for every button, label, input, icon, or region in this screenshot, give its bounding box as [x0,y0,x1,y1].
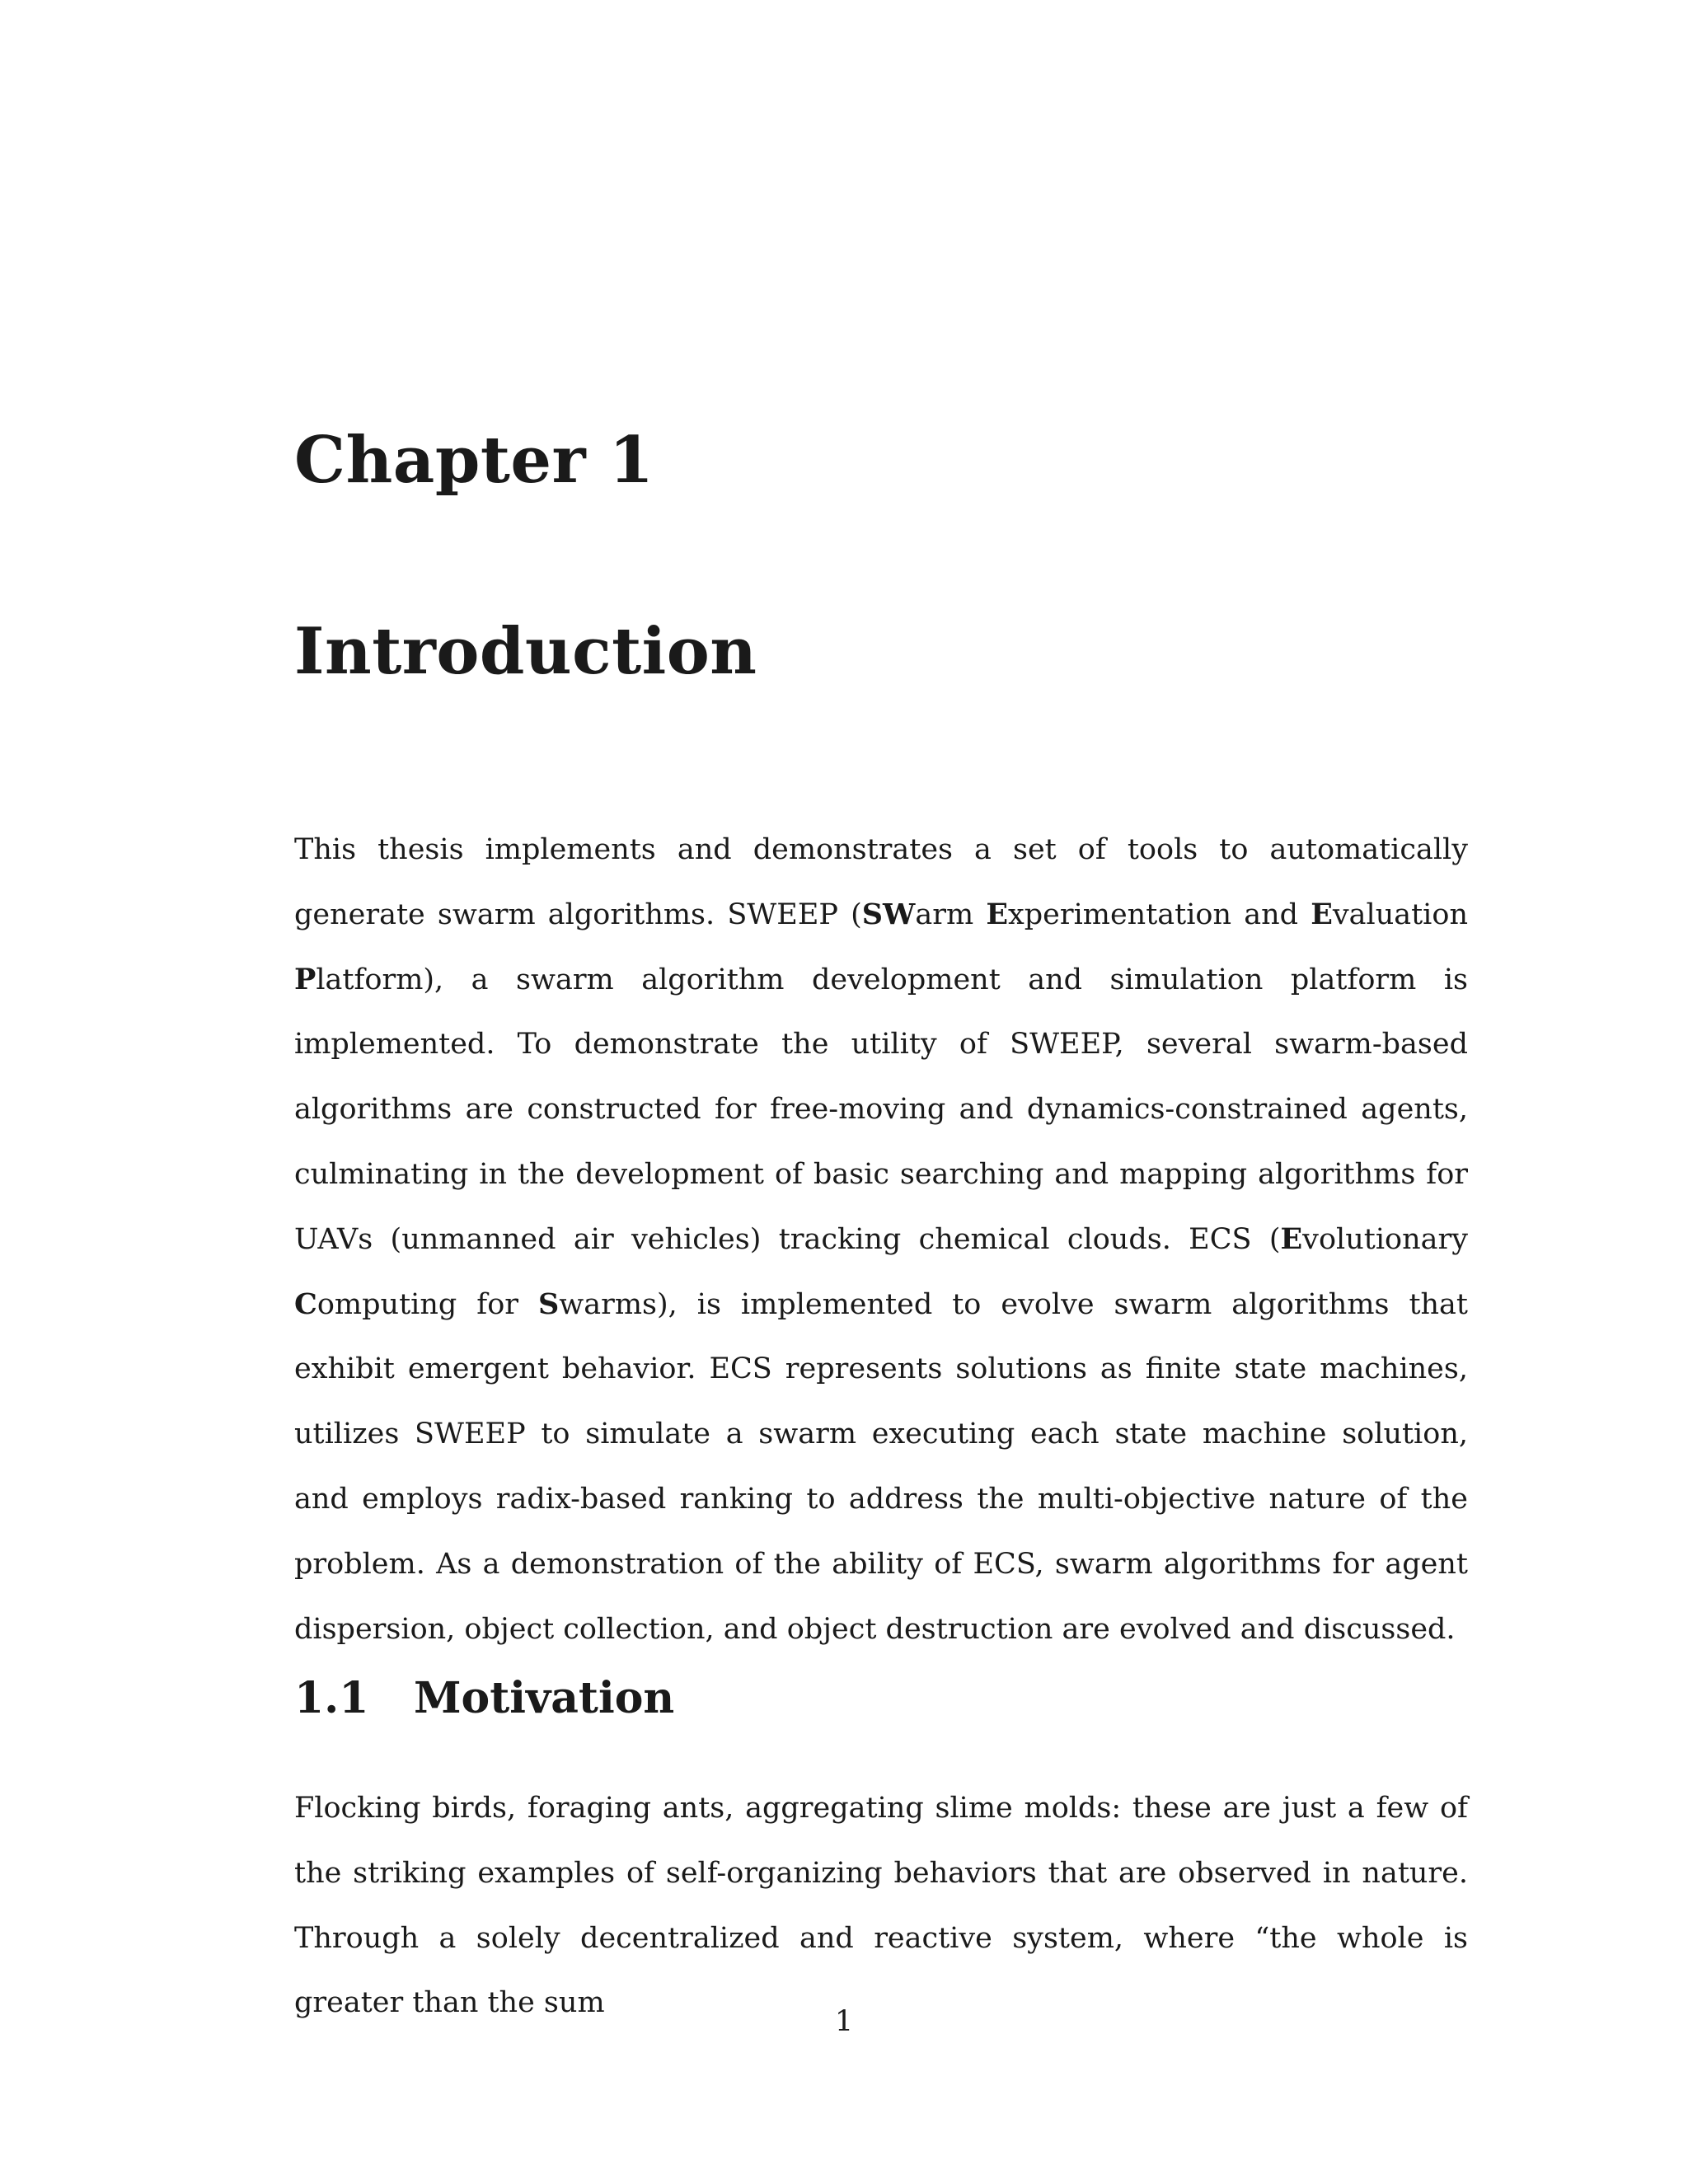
page-number: 1 [834,2005,854,2038]
section-number: 1.1 [294,1673,369,1723]
sweep-acronym-letter-4: P [294,962,316,996]
ecs-word-2: omputing for [316,1287,538,1321]
intro-text-3: ), is implemented to evolve swarm algorithms that exhibit emergent behavior. ECS represents solutions as finite state machines, utilizes SWEEP to simulate a swarm executing each state machine solution, and employs radix-based ranking to address the multi-objective nature of the problem. As a demonstration of the ability of ECS, swarm algorithms for agent dispersion, object collection, and object destruction are evolved and discussed. [294,1287,1468,1646]
ecs-word-3: warms [559,1287,657,1321]
sweep-word-4: latform [316,963,424,996]
chapter-title: Introduction [294,614,757,689]
sweep-acronym-letter-2: E [986,897,1008,931]
intro-text-1: This thesis implements and demonstrates a set of tools to automatically generate swarm algorithms. SWEEP ( [294,833,1468,931]
ecs-word-1: volutionary [1302,1222,1468,1256]
sweep-word-1: arm [915,898,987,931]
sweep-word-2: xperimentation and [1008,898,1311,931]
motivation-paragraph: Flocking birds, foraging ants, aggregating slime molds: these are just a few of the striking examples of self-organizing behaviors that are observed in nature. Through a solely decentralized and reactive system, where “the whole is greater than the sum [294,1792,1468,2020]
sweep-acronym-letters-1: SW [861,897,916,931]
ecs-acronym-letter-1: E [1280,1221,1303,1256]
sweep-word-3: valuation [1332,898,1468,931]
intro-text-2: ), a swarm algorithm development and simulation platform is implemented. To demonstrate the utility of SWEEP, several swarm-based algorithms are constructed for free-moving and dynamics-constrained agents, culminating in the development of basic searching and mapping algorithms for UAVs (unmanned air vehicles) tracking chemical clouds. ECS ( [294,963,1468,1256]
ecs-acronym-letter-3: S [538,1286,560,1321]
ecs-acronym-letter-2: C [294,1286,317,1321]
sweep-acronym-letter-3: E [1311,897,1333,931]
chapter-label: Chapter 1 [294,423,654,498]
section-title: Motivation [414,1673,675,1723]
intro-paragraph [294,818,1468,1661]
section-heading [294,1673,675,1723]
